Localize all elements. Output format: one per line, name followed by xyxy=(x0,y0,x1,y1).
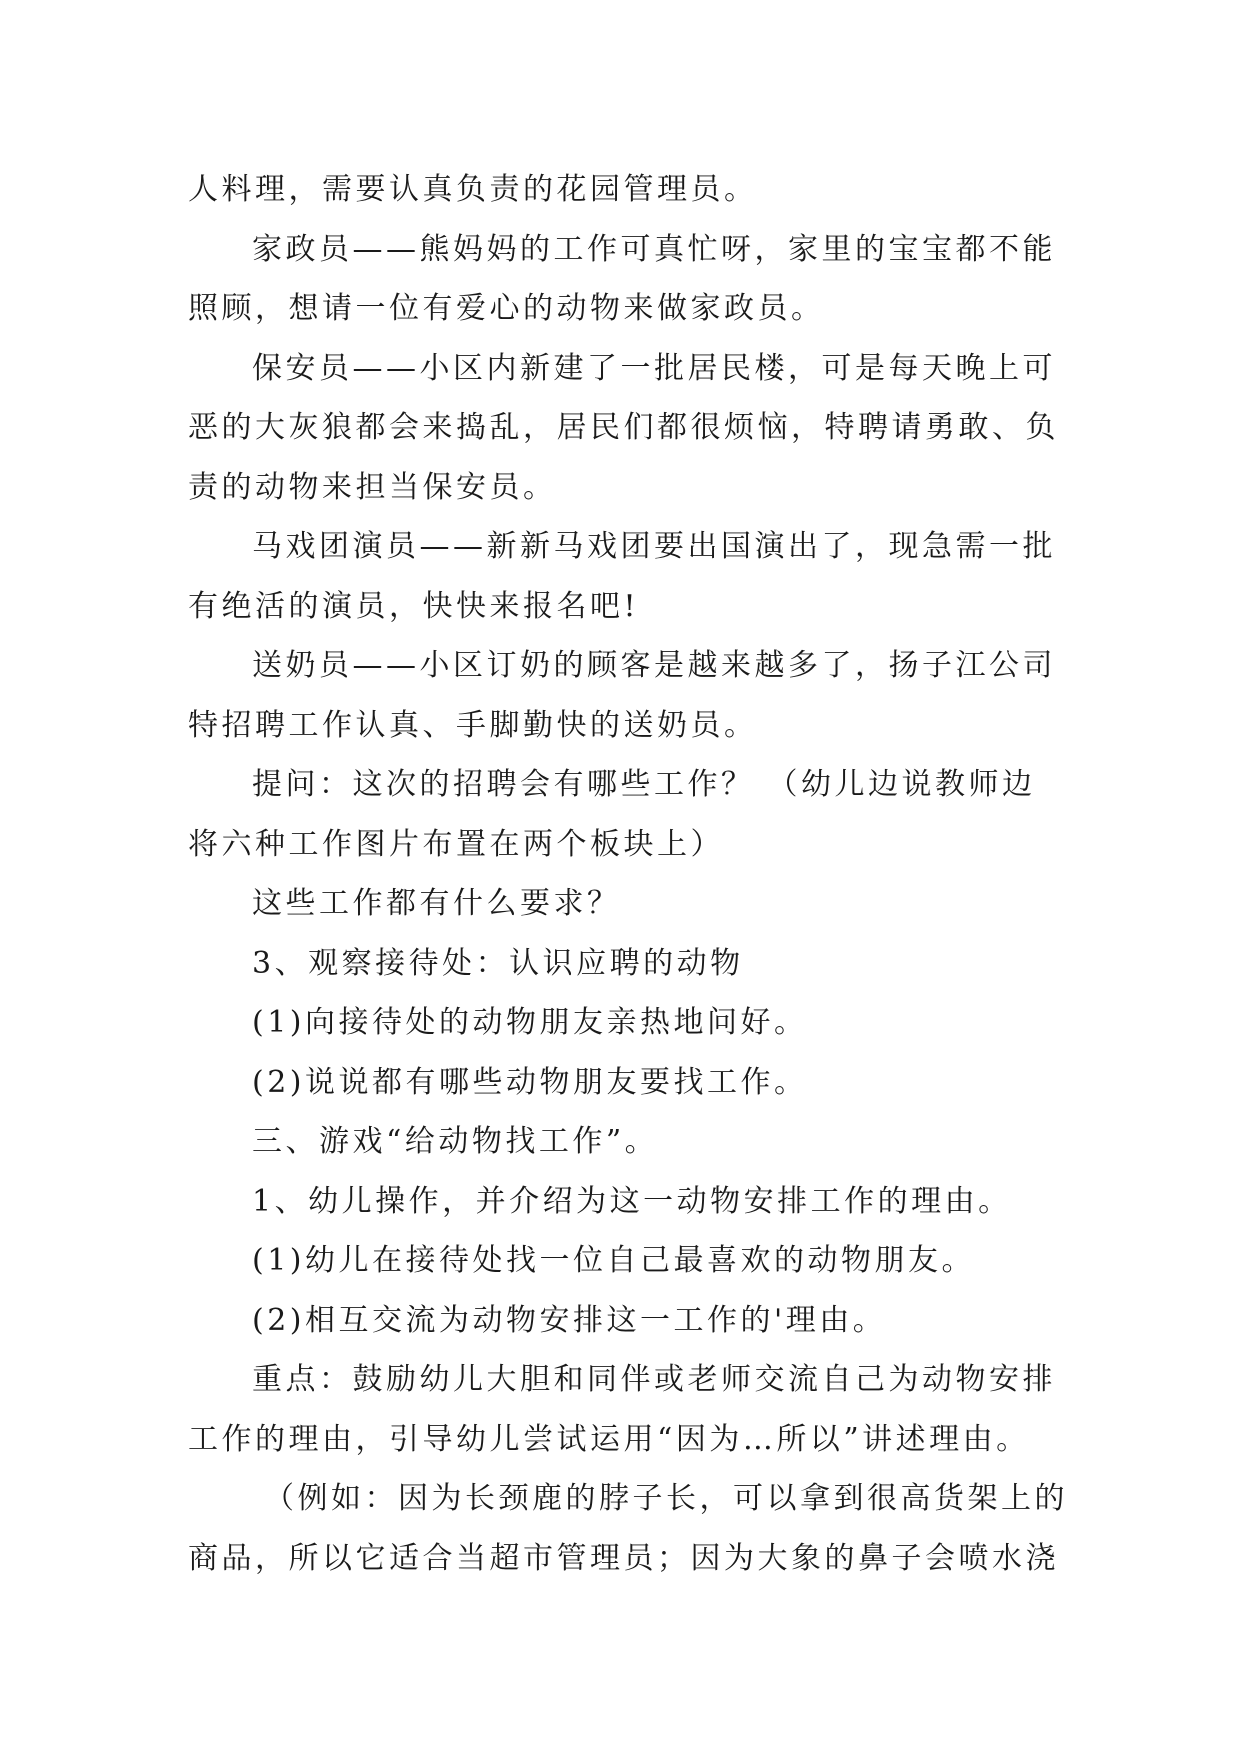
text-line: 恶的大灰狼都会来捣乱，居民们都很烦恼，特聘请勇敢、负 xyxy=(188,410,1059,445)
text-line: 三、游戏“给动物找工作”。 xyxy=(252,1124,659,1159)
text-line: 重点：鼓励幼儿大胆和同伴或老师交流自己为动物安排 xyxy=(252,1362,1056,1397)
text-line: 1、幼儿操作，并介绍为这一动物安排工作的理由。 xyxy=(252,1183,1012,1219)
text-line: 有绝活的演员，快快来报名吧! xyxy=(188,588,640,624)
text-line: (1)向接待处的动物朋友亲热地问好。 xyxy=(252,1005,808,1040)
text-line: 人料理，需要认真负责的花园管理员。 xyxy=(188,172,758,207)
text-line: 商品，所以它适合当超市管理员；因为大象的鼻子会喷水浇 xyxy=(188,1540,1059,1576)
text-line: 家政员——熊妈妈的工作可真忙呀，家里的宝宝都不能 xyxy=(252,231,1056,267)
text-line: 提问：这次的招聘会有哪些工作？ （幼儿边说教师边 xyxy=(252,767,1036,802)
text-line: 工作的理由，引导幼儿尝试运用“因为…所以”讲述理由。 xyxy=(188,1421,1030,1457)
text-line: 特招聘工作认真、手脚勤快的送奶员。 xyxy=(188,707,758,743)
text-line: 送奶员——小区订奶的顾客是越来越多了，扬子江公司 xyxy=(252,648,1056,683)
text-line: (2)相互交流为动物安排这一工作的'理由。 xyxy=(252,1302,887,1338)
text-line: 将六种工作图片布置在两个板块上） xyxy=(188,826,724,862)
text-line: 马戏团演员——新新马戏团要出国演出了，现急需一批 xyxy=(252,529,1056,564)
text-line: (2)说说都有哪些动物朋友要找工作。 xyxy=(252,1064,808,1100)
text-line: 3、观察接待处：认识应聘的动物 xyxy=(252,945,744,981)
text-line: （例如：因为长颈鹿的脖子长，可以拿到很高货架上的 xyxy=(264,1481,1068,1516)
text-line: 保安员——小区内新建了一批居民楼，可是每天晚上可 xyxy=(252,350,1056,386)
document-body xyxy=(188,160,1068,1588)
text-line: 照顾，想请一位有爱心的动物来做家政员。 xyxy=(188,291,825,326)
text-line: 责的动物来担当保安员。 xyxy=(188,469,557,505)
text-line: 这些工作都有什么要求？ xyxy=(252,886,621,921)
text-line: (1)幼儿在接待处找一位自己最喜欢的动物朋友。 xyxy=(252,1243,975,1278)
